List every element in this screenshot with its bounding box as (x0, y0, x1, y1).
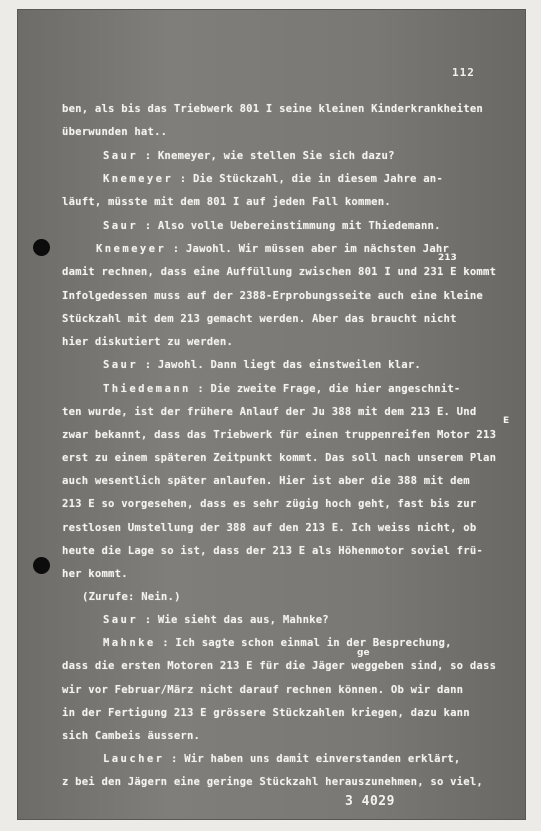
handwritten-annotation: E (503, 416, 510, 426)
text-line: erst zu einem späteren Zeitpunkt kommt. Das soll nach unserem Plan (62, 452, 497, 464)
speaker-name: Thiedemann (103, 383, 191, 395)
text-line: heute die Lage so ist, dass der 213 E als Höhenmotor soviel frü- (62, 545, 483, 557)
speech-line: Saur : Jawohl. Dann liegt das einstweilen klar. (103, 359, 421, 371)
speaker-name: Mahnke (103, 637, 156, 649)
speaker-name: Saur (103, 150, 139, 162)
speech-line: Knemeyer : Jawohl. Wir müssen aber im nächsten Jahr (96, 243, 450, 255)
speech-line: Laucher : Wir haben uns damit einverstanden erklärt, (103, 753, 461, 765)
text-line: Infolgedessen muss auf der 2388-Erprobungsseite auch eine kleine (62, 290, 483, 302)
speaker-name: Laucher (103, 753, 165, 765)
text-line: Stückzahl mit dem 213 gemacht werden. Aber das braucht nicht (62, 313, 457, 325)
speaker-name: Saur (103, 614, 139, 626)
speech-line: Saur : Also volle Uebereinstimmung mit Thiedemann. (103, 220, 441, 232)
text-line: hier diskutiert zu werden. (62, 336, 234, 348)
handwritten-annotation: ge (357, 648, 370, 658)
speaker-name: Saur (103, 220, 139, 232)
page-number: 112 (452, 66, 475, 79)
text-line: ten wurde, ist der frühere Anlauf der Ju 388 mit dem 213 E. Und (62, 406, 477, 418)
text-line: damit rechnen, dass eine Auffüllung zwischen 801 I und 231 E kommt (62, 266, 497, 278)
punch-hole-top (33, 239, 50, 256)
speaker-name: Knemeyer (96, 243, 167, 255)
text-line: her kommt. (62, 568, 128, 580)
handwritten-annotation: 213 (438, 253, 457, 263)
text-line: überwunden hat.. (62, 126, 168, 138)
text-line: läuft, müsste mit dem 801 I auf jeden Fall kommen. (62, 196, 391, 208)
text-line: in der Fertigung 213 E grössere Stückzahlen kriegen, dazu kann (62, 707, 470, 719)
archive-stamp: 3 4029 (345, 794, 395, 809)
punch-hole-bottom (33, 557, 50, 574)
text-line: ben, als bis das Triebwerk 801 I seine kleinen Kinderkrankheiten (62, 103, 483, 115)
text-line: restlosen Umstellung der 388 auf den 213 E. Ich weiss nicht, ob (62, 522, 477, 534)
speech-line: Thiedemann : Die zweite Frage, die hier angeschnit- (103, 383, 461, 395)
text-line: sich Cambeis äussern. (62, 730, 201, 742)
speech-line: Saur : Wie sieht das aus, Mahnke? (103, 614, 329, 626)
speech-line: Knemeyer : Die Stückzahl, die in diesem Jahre an- (103, 173, 443, 185)
speech-line: Saur : Knemeyer, wie stellen Sie sich dazu? (103, 150, 395, 162)
text-line: wir vor Februar/März nicht darauf rechnen können. Ob wir dann (62, 684, 464, 696)
text-line: 213 E so vorgesehen, dass es sehr zügig hoch geht, fast bis zur (62, 498, 477, 510)
text-line: dass die ersten Motoren 213 E für die Jäger weggeben sind, so dass (62, 660, 497, 672)
text-line: z bei den Jägern eine geringe Stückzahl herauszunehmen, so viel, (62, 776, 483, 788)
text-line: zwar bekannt, dass das Triebwerk für einen truppenreifen Motor 213 (62, 429, 497, 441)
speech-line: Mahnke : Ich sagte schon einmal in der Besprechung, (103, 637, 452, 649)
text-line: auch wesentlich später anlaufen. Hier ist aber die 388 mit dem (62, 475, 470, 487)
text-line: (Zurufe: Nein.) (82, 591, 181, 603)
speaker-name: Knemeyer (103, 173, 174, 185)
speaker-name: Saur (103, 359, 139, 371)
